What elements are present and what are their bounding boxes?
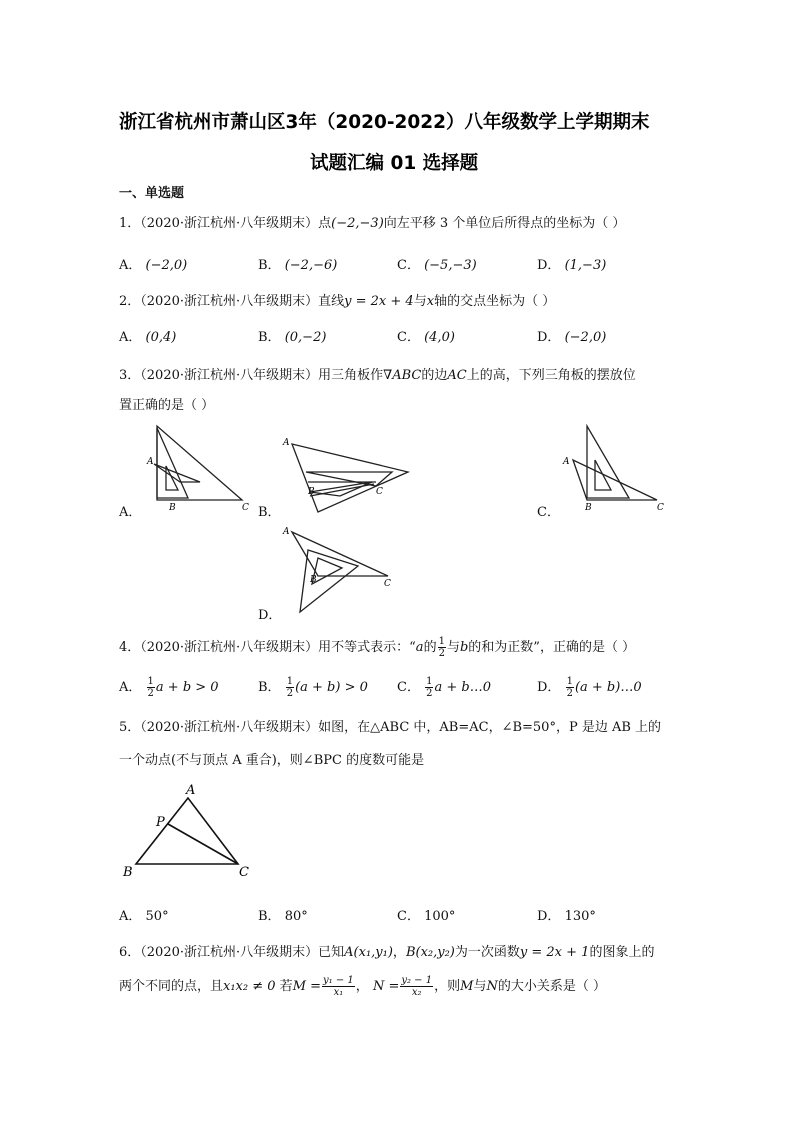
option-letter: A． — [119, 909, 142, 924]
option-value: (−2,0) — [564, 330, 607, 345]
fraction-n — [400, 975, 433, 998]
set-square — [587, 426, 629, 498]
question-text: 用三角板作 — [318, 368, 384, 383]
label-b: B — [169, 503, 176, 512]
q2-option-c[interactable] — [397, 326, 455, 345]
question-text: 与 — [413, 294, 427, 309]
question-number: 4． — [119, 640, 141, 655]
option-value: 50° — [145, 909, 169, 924]
question-text: 与 — [446, 640, 460, 655]
option-value: (0,−2) — [284, 330, 327, 345]
q2-option-a[interactable] — [119, 326, 176, 345]
label-a: A — [147, 457, 154, 467]
fraction-numerator: 1 — [147, 676, 154, 687]
option-value: a + b…0 — [434, 680, 491, 695]
option-letter: C． — [397, 909, 420, 924]
question-text: 上的高，下列三角板的摆放位 — [466, 368, 636, 383]
question-text: 直线 — [318, 294, 345, 309]
set-square — [306, 472, 392, 486]
set-square-inner — [166, 466, 178, 490]
math-point: (−2,−3) — [331, 216, 384, 231]
math-point: B(x₂,y₂) — [405, 945, 455, 960]
question-text: 的边 — [421, 368, 448, 383]
question-text: 用不等式表示：“ — [318, 640, 416, 655]
option-value: 80° — [284, 909, 308, 924]
set-square-inner — [595, 460, 611, 490]
question-6: 6．（2020·浙江杭州·八年级期末）已知A(x₁,y₁)，B(x₂,y₂)为一次函数y = 2x + 1的图象上的 — [119, 945, 655, 960]
question-number: 1． — [119, 216, 141, 231]
q2-option-b[interactable] — [258, 326, 326, 345]
q2-option-d[interactable] — [537, 326, 606, 345]
label-c: C — [657, 503, 664, 512]
math-side: AC — [447, 368, 467, 383]
section-heading: 一、单选题 — [119, 186, 185, 201]
question-source: （2020·浙江杭州·八年级期末） — [140, 368, 319, 383]
q3-figure-d — [280, 524, 395, 616]
question-5-line2: 一个动点(不与顶点 A 重合)，则∠BPC 的度数可能是 — [119, 753, 425, 768]
math-expression: M = — [292, 979, 322, 994]
question-text: 如图，在△ABC 中，AB=AC，∠B=50°，P 是边 AB 上的 — [318, 720, 662, 735]
question-source: （2020·浙江杭州·八年级期末） — [140, 294, 319, 309]
fraction-numerator: 1 — [438, 636, 445, 647]
option-value: (a + b) > 0 — [295, 680, 368, 695]
question-text: 的和为正数”，正确的是（ ） — [468, 640, 636, 655]
option-letter: A． — [119, 258, 142, 273]
q3-figure-c — [555, 420, 670, 512]
label-p: P — [156, 815, 165, 830]
q4-option-c[interactable] — [397, 676, 491, 699]
label-a: A — [563, 457, 570, 467]
label-b: B — [310, 575, 317, 585]
question-source: （2020·浙江杭州·八年级期末） — [140, 720, 319, 735]
fraction-numerator: 1 — [426, 676, 433, 687]
question-6-line2: 两个不同的点，且x₁x₂ ≠ 0 若M = $\frac{\text{y₁ − 1}}{\text{x₁}}$ ， N = $\frac{\text{y₂ − 1}}{\text{x₂}}$ ，则M与N的大小关系是（ ） — [119, 975, 606, 998]
question-text: 点 — [318, 216, 332, 231]
option-value: (−2,−6) — [284, 258, 338, 273]
question-text: 的图象上的 — [589, 945, 655, 960]
question-text: 若 — [279, 979, 293, 994]
question-text: 与 — [473, 979, 487, 994]
option-value: a + b > 0 — [155, 680, 219, 695]
math-variable: N — [486, 979, 498, 994]
fraction-half — [286, 676, 294, 699]
triangle-abc — [573, 460, 657, 500]
label-c: C — [239, 865, 249, 880]
fraction-denominator: 2 — [147, 688, 154, 699]
fraction-denominator: x₁ — [333, 987, 344, 998]
fraction-denominator: 2 — [566, 688, 573, 699]
fraction-denominator: 2 — [286, 688, 294, 699]
question-4 — [119, 636, 635, 659]
option-letter: C． — [397, 330, 420, 345]
option-value: (0,4) — [145, 330, 177, 345]
option-value: 130° — [564, 909, 596, 924]
math-triangle: ∇ABC — [383, 368, 422, 383]
triangle-abc — [157, 426, 242, 500]
fraction-numerator: y₂ − 1 — [401, 975, 433, 986]
label-b: B — [585, 503, 592, 512]
segment-pc — [168, 824, 238, 864]
option-letter: D． — [537, 330, 561, 345]
question-text: 向左平移 3 个单位后所得点的坐标为（ ） — [383, 216, 626, 231]
fraction-half — [147, 676, 155, 699]
question-3-line2: 置正确的是（ ） — [119, 398, 215, 413]
math-expression: y = 2x + 1 — [519, 945, 590, 960]
q4-option-a[interactable] — [119, 676, 219, 699]
page-title-line1: 浙江省杭州市萧山区3年（2020-2022）八年级数学上学期期末 — [119, 112, 650, 133]
label-c: C — [242, 503, 249, 512]
label-c: C — [384, 579, 391, 589]
question-3 — [119, 364, 636, 383]
label-a: A — [283, 527, 290, 537]
question-text: ，则 — [434, 979, 461, 994]
page-title-line2: 试题汇编 01 选择题 — [310, 153, 479, 174]
question-text: 的大小关系是（ ） — [497, 979, 606, 994]
option-letter: A． — [119, 330, 142, 345]
question-1 — [119, 212, 625, 231]
fraction-numerator: y₁ − 1 — [323, 975, 354, 986]
q5-option-c[interactable] — [397, 905, 455, 924]
question-number: 5． — [119, 720, 141, 735]
fraction-numerator: 1 — [566, 676, 573, 687]
option-letter: B． — [258, 330, 281, 345]
q1-option-b[interactable] — [258, 254, 337, 273]
q5-triangle-figure — [118, 780, 268, 880]
fraction-half — [425, 676, 433, 699]
math-variable: M — [460, 979, 474, 994]
question-text: 轴的交点坐标为（ ） — [434, 294, 556, 309]
fraction-m — [322, 975, 355, 998]
label-a: A — [283, 438, 290, 448]
math-point: A(x₁,y₁) — [344, 945, 393, 960]
question-number: 6． — [119, 945, 141, 960]
question-2 — [119, 290, 555, 309]
option-letter: C． — [397, 258, 420, 273]
q3-figure-a — [140, 420, 255, 512]
q1-option-c[interactable] — [397, 254, 477, 273]
set-square — [157, 428, 188, 498]
question-source: （2020·浙江杭州·八年级期末） — [140, 945, 319, 960]
q1-option-d[interactable] — [537, 254, 606, 273]
question-source: （2020·浙江杭州·八年级期末） — [140, 640, 319, 655]
q3-option-c[interactable]: C． — [537, 505, 560, 520]
label-c: C — [376, 487, 383, 497]
math-condition: x₁x₂ ≠ 0 — [223, 979, 276, 994]
math-expression: N = — [372, 979, 400, 994]
q5-option-b[interactable] — [258, 905, 308, 924]
option-letter: D． — [537, 909, 561, 924]
q4-option-b[interactable] — [258, 676, 368, 699]
fraction-half — [438, 636, 446, 659]
question-number: 2． — [119, 294, 141, 309]
q1-option-a[interactable] — [119, 254, 187, 273]
question-5 — [119, 716, 661, 735]
q5-option-d[interactable] — [537, 905, 596, 924]
fraction-denominator: 2 — [438, 648, 445, 659]
q3-option-d[interactable]: D． — [258, 608, 282, 623]
question-text: 已知 — [318, 945, 345, 960]
option-value: 100° — [424, 909, 456, 924]
q3-figure-b — [280, 434, 415, 516]
option-letter: B． — [258, 909, 281, 924]
option-value: (−2,0) — [145, 258, 188, 273]
option-letter: B． — [258, 680, 281, 695]
label-b: B — [308, 487, 315, 497]
triangle-abc — [136, 798, 238, 864]
q4-option-d[interactable] — [537, 676, 642, 699]
fraction-denominator: 2 — [426, 688, 433, 699]
math-expression: y = 2x + 4 — [344, 294, 414, 309]
label-b: B — [123, 865, 133, 880]
question-text: 两个不同的点，且 — [119, 979, 224, 994]
triangle-abc — [292, 444, 408, 512]
fraction-half — [566, 676, 574, 699]
option-value: (a + b)…0 — [574, 680, 642, 695]
q3-option-a[interactable]: A． — [119, 505, 142, 520]
fraction-numerator: 1 — [286, 676, 294, 687]
option-letter: C． — [397, 680, 420, 695]
label-a: A — [186, 783, 196, 798]
option-letter: D． — [537, 680, 561, 695]
option-letter: A． — [119, 680, 142, 695]
option-letter: B． — [258, 258, 281, 273]
question-source: （2020·浙江杭州·八年级期末） — [140, 216, 319, 231]
math-variable: x — [426, 294, 435, 309]
math-variable: a — [415, 640, 424, 655]
q3-option-b[interactable]: B． — [258, 505, 281, 520]
option-value: (4,0) — [424, 330, 455, 345]
option-value: (−5,−3) — [424, 258, 477, 273]
option-letter: D． — [537, 258, 561, 273]
question-text: 为一次函数 — [454, 945, 520, 960]
question-number: 3． — [119, 368, 141, 383]
q5-option-a[interactable] — [119, 905, 169, 924]
math-variable: b — [459, 640, 469, 655]
option-value: (1,−3) — [564, 258, 607, 273]
question-text: 的 — [423, 640, 437, 655]
fraction-denominator: x₂ — [411, 987, 422, 998]
